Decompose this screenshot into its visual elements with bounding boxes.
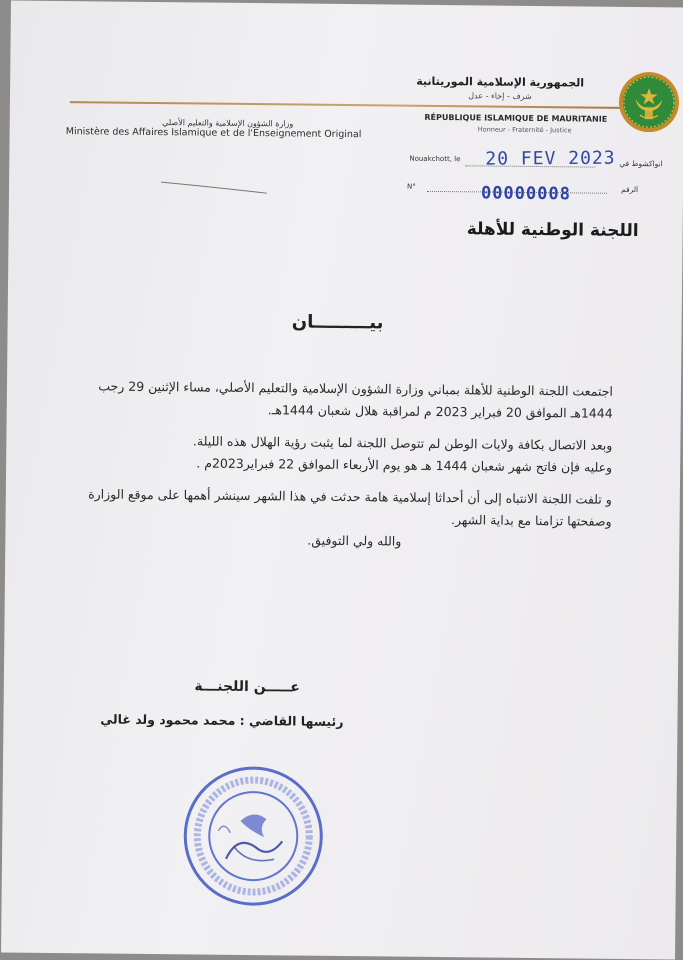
republic-name-french: RÉPUBLIQUE ISLAMIQUE DE MAURITANIE xyxy=(424,112,608,124)
date-stamp: 20 FEV 2023 xyxy=(485,147,616,170)
statement-body xyxy=(61,375,653,555)
pen-mark xyxy=(159,176,269,197)
ministry-name-french: Ministère des Affaires Islamique et de l'Enseignement Original xyxy=(65,126,362,141)
document-title: بيـــــــــان xyxy=(291,311,384,334)
document-page xyxy=(1,0,683,959)
republic-name-arabic: الجمهورية الإسلامية الموريتانية xyxy=(416,74,585,90)
date-label-arabic: انواكشوط في xyxy=(619,158,663,169)
header-rule xyxy=(70,101,620,109)
motto-french: Honneur - Fraternité - Justice xyxy=(477,125,572,135)
paragraph-contact: وبعد الاتصال بكافة ولايات الوطن لم تتوصل اللجنة لما يثبت رؤية الهلال هذه الليلة. xyxy=(192,433,613,453)
chair-name: رئيسها القاضي : محمد محمود ولد غالي xyxy=(100,711,344,730)
number-label: N° xyxy=(407,182,416,191)
paragraph-announcement: وعليه فإن فاتح شهر شعبان 1444 هـ هو يوم الأربعاء الموافق 22 فبراير2023م . xyxy=(196,455,613,475)
mauritania-emblem-icon xyxy=(618,71,681,134)
number-label-arabic: الرقم xyxy=(621,184,639,195)
signoff: عـــــن اللجنـــة xyxy=(194,678,300,696)
official-seal-icon xyxy=(177,760,329,912)
number-stamp: 00000008 xyxy=(480,183,571,205)
paragraph-meeting: اجتمعت اللجنة الوطنية للأهلة بمباني وزارة الشؤون الإسلامية والتعليم الأصلي، مساء الإثنين 29 رجب 1444هـ الموافق 20 فبراير 2023 م لمراقبة هلال شعبان 1444هـ. xyxy=(98,378,614,421)
ministry-name-arabic: وزارة الشؤون الإسلامية والتعليم الأصلي xyxy=(162,118,294,129)
date-label: Nouakchott, le xyxy=(409,154,461,164)
motto-arabic: شرف - إخاء - عدل xyxy=(468,91,532,101)
paragraph-events: و تلفت اللجنة الانتباه إلى أن أحداثا إسلامية هامة حدثت في هذا الشهر سينشر أهمها على موقع الوزارة وصفحتها تزامنا مع بداية الشهر. xyxy=(88,486,612,529)
paragraph-closing: والله ولي التوفيق. xyxy=(307,532,402,549)
committee-name: اللجنة الوطنية للأهلة xyxy=(466,219,639,242)
